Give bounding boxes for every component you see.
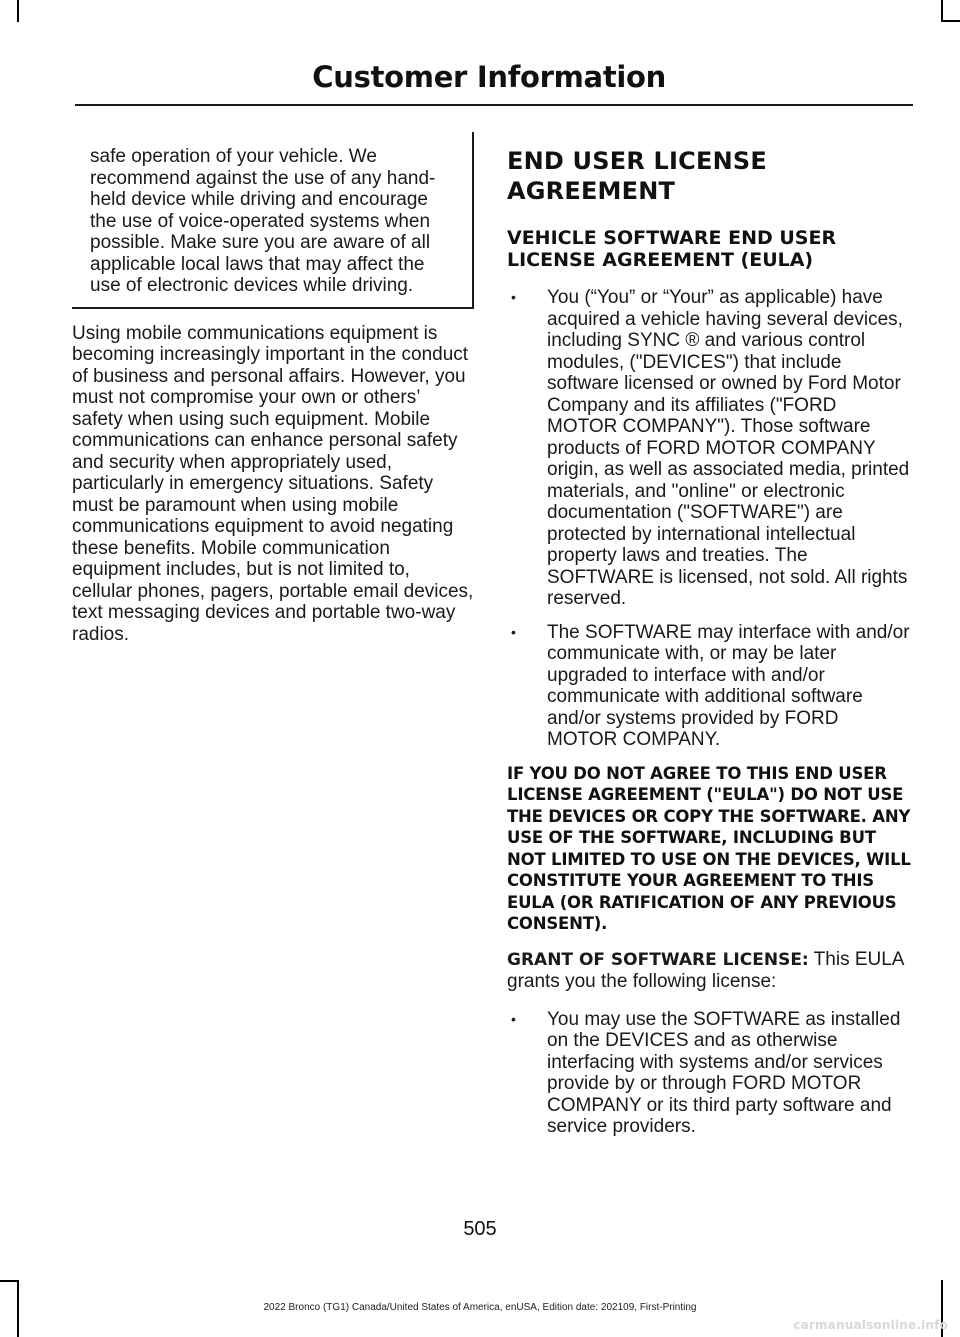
eula-subheading: VEHICLE SOFTWARE END USER LICENSE AGREEMENT (EULA): [507, 227, 837, 271]
list-item-text: The SOFTWARE may interface with and/or communicate with, or may be later upgraded to interface with and/or communicate with additional software and/or systems provided by FORD MOTOR COMPANY.: [547, 621, 910, 750]
eula-caps-notice: IF YOU DO NOT AGREE TO THIS END USER LICENSE AGREEMENT ("EULA") DO NOT USE THE DEVICES OR COPY THE SOFTWARE. ANY USE OF THE SOFTWARE, INCLUDING BUT NOT LIMITED TO USE ON THE DEVICES, WILL CONSTITUTE YOUR AGREEMENT TO THIS EULA (OR RATIFICATION OF ANY PREVIOUS CONSENT).: [507, 763, 911, 933]
page-title: Customer Information: [312, 60, 666, 94]
warning-text: safe operation of your vehicle. We recommend against the use of any hand-held device while driving and encourage the use of voice-operated systems when possible. Make sure you are aware of all applicable local laws that may affect the use of electronic devices while driving.: [90, 146, 436, 296]
grant-label: GRANT OF SOFTWARE LICENSE:: [507, 949, 809, 970]
page-number: 505: [463, 1218, 497, 1240]
eula-bullet-list: [507, 287, 911, 751]
list-item-text: You (“You” or “Your” as applicable) have acquired a vehicle having several devices, including SYNC ® and various control modules, ("DEVICES") that include software licensed or owned by Ford Motor Company and its affiliates ("FORD MOTOR COMPANY"). Those software products of FORD MOTOR COMPANY origin, as well as associated media, printed materials, and "online" or electronic documentation ("SOFTWARE") are protected by international intellectual property laws and treaties. The SOFTWARE is licensed, not sold. All rights reserved.: [547, 287, 910, 609]
grant-bullet-list: [507, 1009, 911, 1138]
warning-box: [72, 132, 474, 309]
crop-mark-top-right: [941, 0, 943, 22]
section-heading-line2: AGREEMENT: [507, 177, 676, 205]
bullet-icon: •: [511, 289, 516, 305]
header-rule: [75, 104, 913, 106]
watermark: carmanualsonline.info: [793, 1318, 948, 1332]
list-item: [507, 1009, 911, 1138]
list-item-text: You may use the SOFTWARE as installed on the DEVICES and as otherwise interfacing with systems and/or services provide by or through FORD MOTOR COMPANY or its third party software and service providers.: [547, 1008, 901, 1137]
grant-paragraph: [507, 949, 911, 993]
crop-mark-bottom-left-h: [0, 1280, 19, 1282]
grant-text: This EULA grants you the following license:: [507, 948, 904, 992]
bullet-icon: •: [511, 623, 516, 640]
mobile-communications-paragraph: Using mobile communications equipment is becoming increasingly important in the conduct of business and personal affairs. However, you must not compromise your own or others’ safety when using such equipment. Mobile communications can enhance personal safety and security when appropriately used, particularly in emergency situations. Safety must be paramount when using mobile communications equipment to avoid negating these benefits. Mobile communication equipment includes, but is not limited to, cellular phones, pagers, portable email devices, text messaging devices and portable two-way radios.: [72, 322, 474, 645]
bullet-icon: •: [511, 1010, 516, 1027]
crop-mark-top-left: [17, 0, 19, 22]
edition-footer: 2022 Bronco (TG1) Canada/United States of America, enUSA, Edition date: 202109, First-Printing: [263, 1302, 697, 1313]
right-column: [507, 132, 911, 1150]
list-item: [507, 287, 911, 610]
section-heading-line1: END USER LICENSE: [507, 147, 767, 175]
crop-mark-top-right-h: [941, 20, 960, 22]
left-column: [72, 132, 474, 657]
list-item: [507, 622, 911, 751]
section-heading: [507, 146, 911, 206]
